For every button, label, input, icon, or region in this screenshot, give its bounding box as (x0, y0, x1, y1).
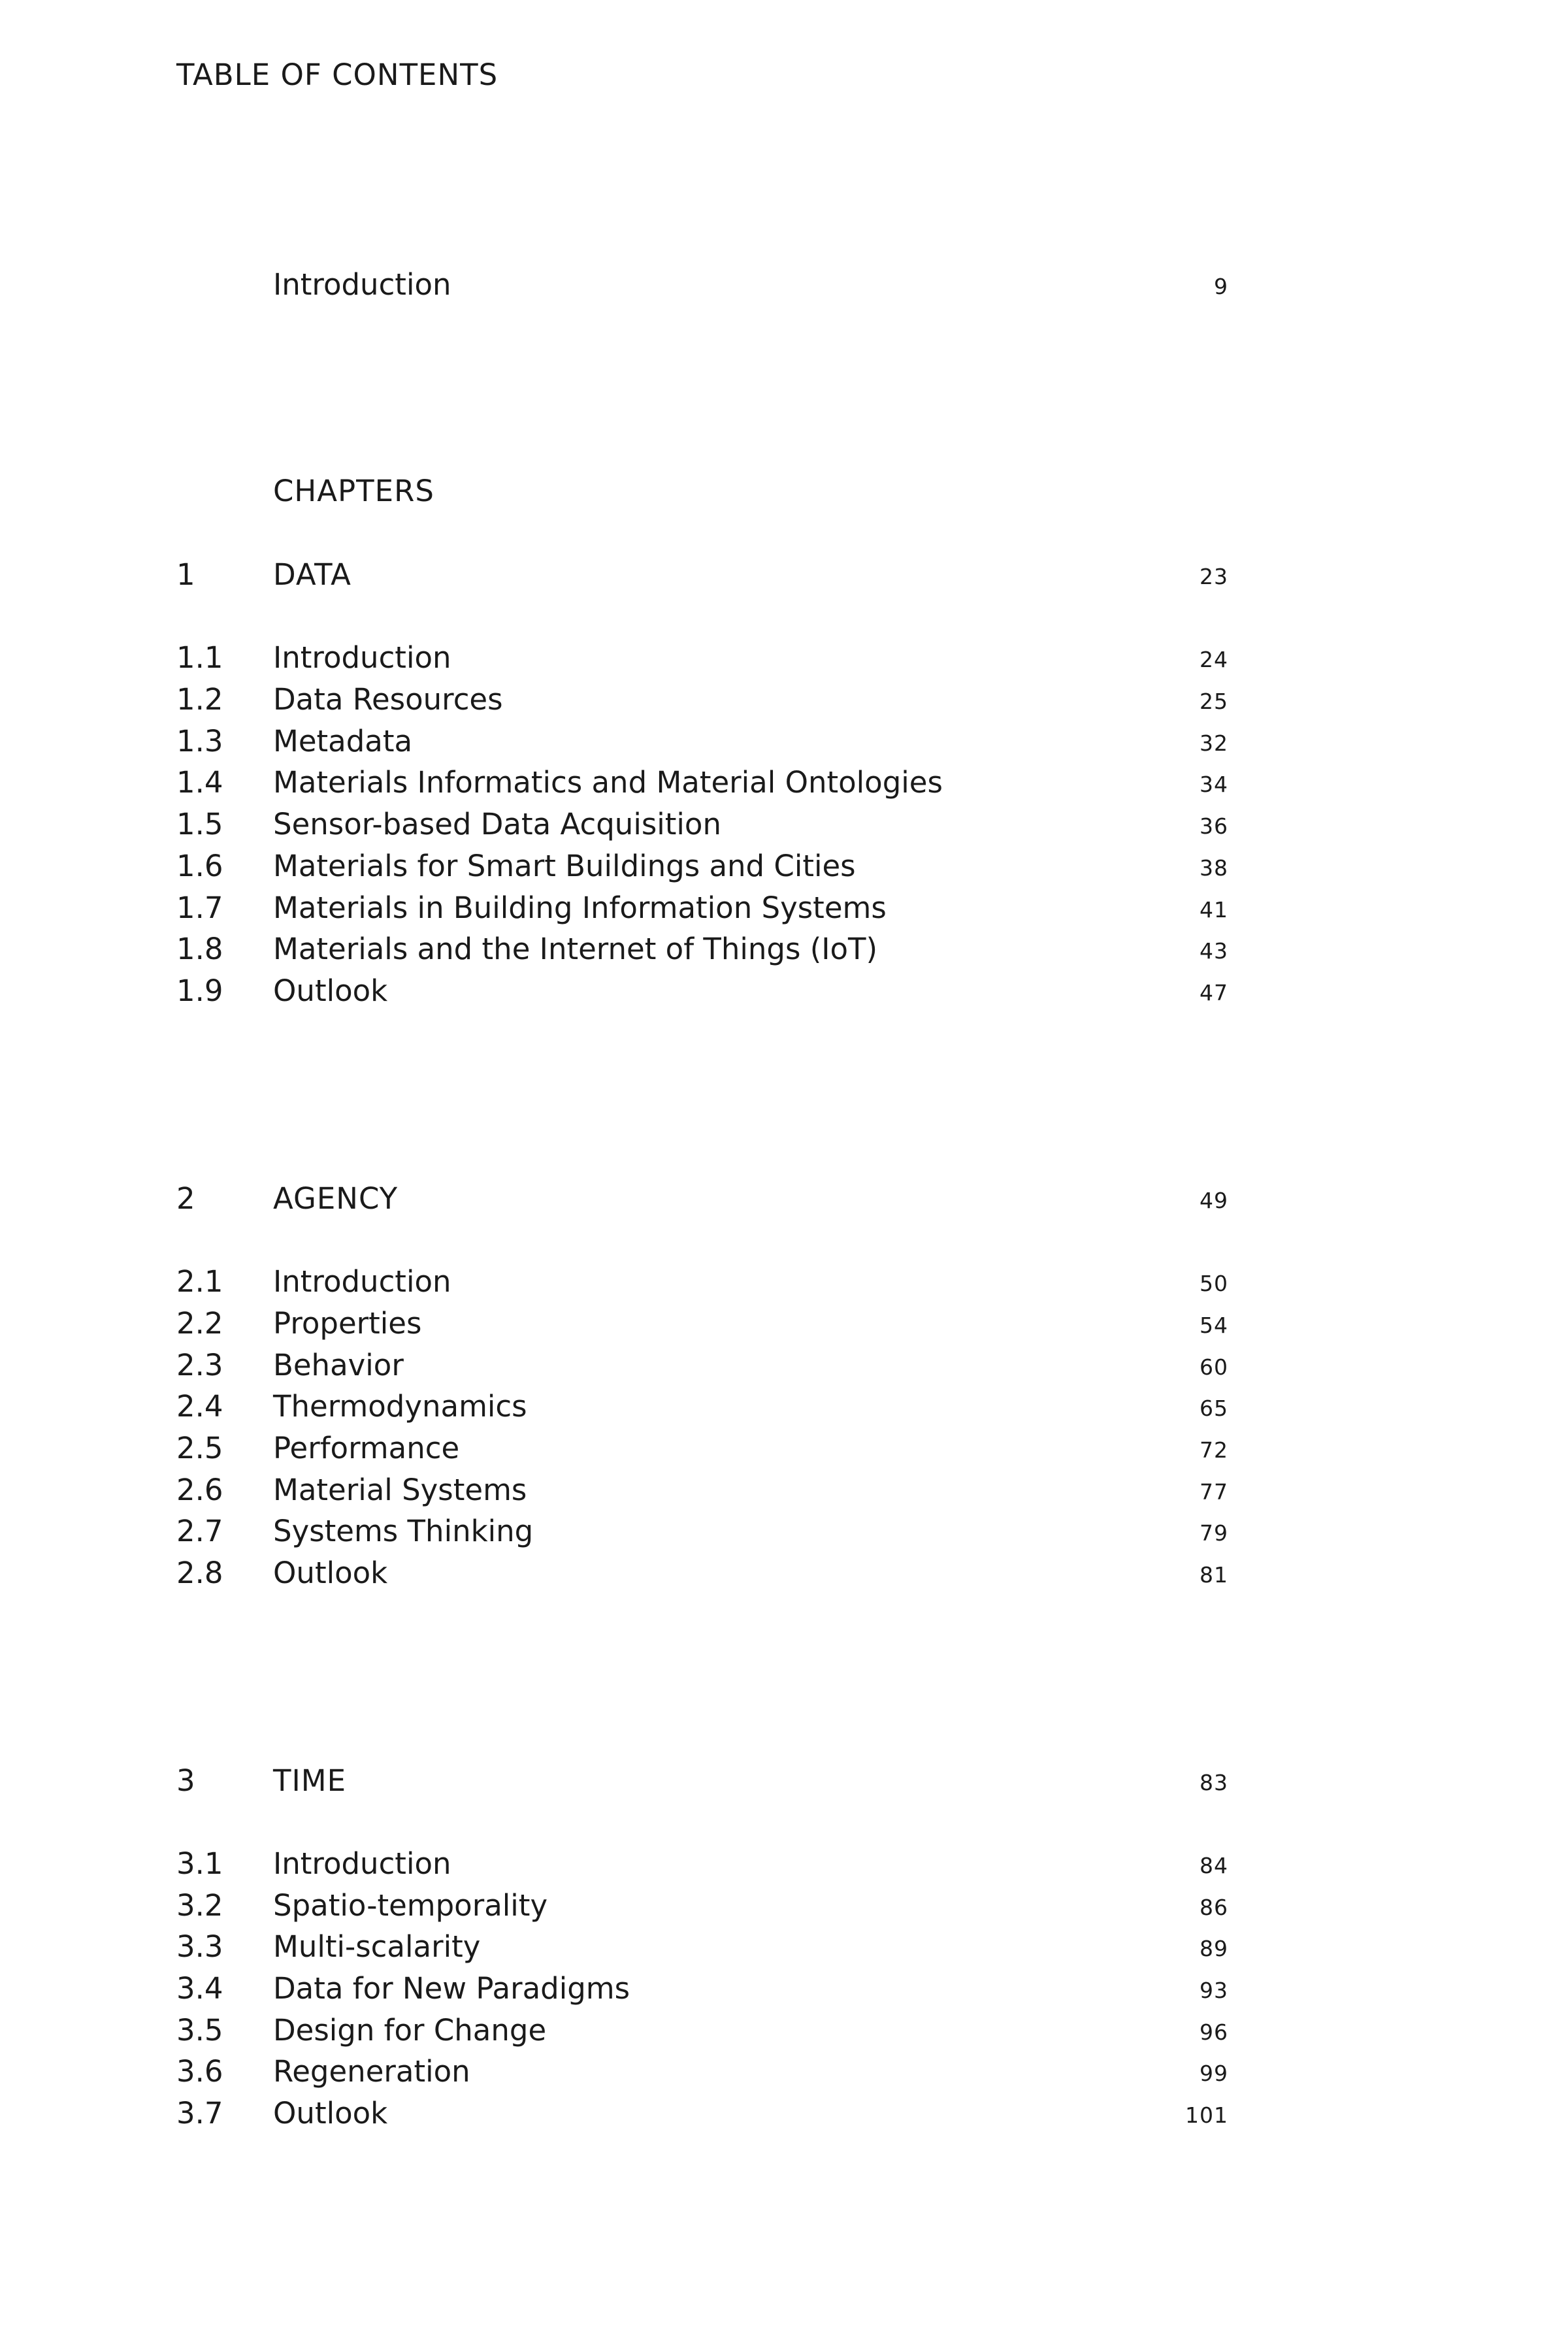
chapter-page-number: 23 (1200, 564, 1228, 589)
toc-section[interactable] (176, 1511, 1228, 1552)
toc-section[interactable] (176, 1926, 1228, 1968)
section-page-number: 81 (1200, 1562, 1228, 1588)
section-page-number: 99 (1200, 2061, 1228, 2086)
section-page-number: 101 (1185, 2102, 1228, 2128)
section-number: 1.7 (176, 890, 223, 925)
section-title: Materials in Building Information Systems (273, 890, 887, 925)
toc-chapter-data[interactable] (176, 554, 1228, 596)
section-page-number: 96 (1200, 2019, 1228, 2045)
section-title: Spatio-temporality (273, 1888, 548, 1923)
toc-section[interactable] (176, 1261, 1228, 1303)
toc-section[interactable] (176, 1386, 1228, 1428)
section-number: 1.5 (176, 807, 223, 841)
toc-section[interactable] (176, 2010, 1228, 2051)
chapters-heading: CHAPTERS (273, 474, 434, 508)
section-number: 3.4 (176, 1971, 223, 2006)
section-page-number: 50 (1200, 1271, 1228, 1296)
chapter-title: AGENCY (273, 1181, 399, 1216)
toc-section[interactable] (176, 2093, 1228, 2134)
entry-title: Introduction (273, 267, 451, 302)
section-page-number: 32 (1200, 730, 1228, 756)
toc-section[interactable] (176, 1968, 1228, 2010)
toc-section[interactable] (176, 679, 1228, 721)
section-title: Introduction (273, 1264, 451, 1299)
section-page-number: 84 (1200, 1853, 1228, 1878)
toc-section[interactable] (176, 804, 1228, 845)
section-number: 3.2 (176, 1888, 223, 1923)
toc-section[interactable] (176, 1843, 1228, 1885)
section-page-number: 86 (1200, 1895, 1228, 1920)
section-page-number: 38 (1200, 855, 1228, 881)
toc-section[interactable] (176, 1428, 1228, 1469)
section-page-number: 60 (1200, 1354, 1228, 1380)
section-title: Design for Change (273, 2013, 547, 2048)
chapter-page-number: 83 (1200, 1770, 1228, 1795)
toc-section[interactable] (176, 845, 1228, 887)
section-number: 3.6 (176, 2054, 223, 2089)
section-title: Sensor-based Data Acquisition (273, 807, 721, 841)
section-title: Regeneration (273, 2054, 470, 2089)
section-number: 1.2 (176, 682, 223, 717)
toc-section[interactable] (176, 970, 1228, 1012)
section-number: 2.5 (176, 1431, 223, 1465)
section-number: 2.1 (176, 1264, 223, 1299)
chapter-title: DATA (273, 557, 351, 592)
chapter-number: 2 (176, 1181, 195, 1216)
section-title: Introduction (273, 1846, 451, 1881)
section-title: Materials Informatics and Material Ontologies (273, 765, 943, 800)
entry-page-number: 9 (1214, 274, 1228, 299)
section-page-number: 25 (1200, 689, 1228, 714)
toc-chapter-agency[interactable] (176, 1178, 1228, 1220)
section-number: 3.3 (176, 1929, 223, 1964)
toc-section[interactable] (176, 1303, 1228, 1345)
section-title: Behavior (273, 1348, 404, 1382)
chapter-number: 3 (176, 1763, 195, 1798)
section-number: 1.3 (176, 724, 223, 759)
toc-section[interactable] (176, 637, 1228, 679)
section-number: 1.1 (176, 640, 223, 675)
section-page-number: 54 (1200, 1313, 1228, 1338)
section-title: Outlook (273, 973, 388, 1008)
section-number: 1.8 (176, 932, 223, 966)
section-title: Introduction (273, 640, 451, 675)
toc-section[interactable] (176, 1469, 1228, 1511)
toc-section[interactable] (176, 928, 1228, 970)
section-number: 2.6 (176, 1473, 223, 1507)
chapter-page-number: 49 (1200, 1188, 1228, 1213)
toc-section[interactable] (176, 887, 1228, 929)
toc-section[interactable] (176, 1885, 1228, 1927)
section-page-number: 43 (1200, 938, 1228, 964)
section-title: Multi-scalarity (273, 1929, 481, 1964)
toc-section[interactable] (176, 2051, 1228, 2093)
section-title: Materials and the Internet of Things (IoT) (273, 932, 878, 966)
chapter-number: 1 (176, 557, 195, 592)
section-title: Metadata (273, 724, 413, 759)
section-number: 2.7 (176, 1514, 223, 1548)
section-page-number: 79 (1200, 1520, 1228, 1546)
section-page-number: 72 (1200, 1437, 1228, 1463)
section-number: 2.2 (176, 1306, 223, 1341)
toc-entry-introduction[interactable] (176, 264, 1228, 306)
section-title: Thermodynamics (273, 1389, 527, 1424)
section-number: 3.1 (176, 1846, 223, 1881)
toc-section[interactable] (176, 1345, 1228, 1386)
section-title: Outlook (273, 1556, 388, 1590)
section-title: Systems Thinking (273, 1514, 534, 1548)
section-title: Data for New Paradigms (273, 1971, 630, 2006)
section-page-number: 34 (1200, 772, 1228, 797)
section-number: 3.7 (176, 2096, 223, 2131)
section-number: 3.5 (176, 2013, 223, 2048)
page-title: TABLE OF CONTENTS (176, 57, 498, 92)
toc-section[interactable] (176, 721, 1228, 762)
chapter-title: TIME (273, 1763, 347, 1798)
section-title: Material Systems (273, 1473, 527, 1507)
section-page-number: 47 (1200, 980, 1228, 1005)
section-number: 2.4 (176, 1389, 223, 1424)
section-number: 2.3 (176, 1348, 223, 1382)
section-title: Properties (273, 1306, 422, 1341)
toc-chapter-time[interactable] (176, 1760, 1228, 1802)
section-page-number: 65 (1200, 1396, 1228, 1421)
section-title: Performance (273, 1431, 460, 1465)
section-title: Data Resources (273, 682, 503, 717)
section-page-number: 41 (1200, 897, 1228, 923)
toc-section[interactable] (176, 1552, 1228, 1594)
section-page-number: 93 (1200, 1978, 1228, 2003)
section-title: Materials for Smart Buildings and Cities (273, 849, 856, 883)
section-number: 1.6 (176, 849, 223, 883)
section-page-number: 24 (1200, 647, 1228, 672)
section-number: 1.4 (176, 765, 223, 800)
section-page-number: 89 (1200, 1936, 1228, 1961)
section-number: 2.8 (176, 1556, 223, 1590)
section-title: Outlook (273, 2096, 388, 2131)
toc-section[interactable] (176, 762, 1228, 804)
section-page-number: 77 (1200, 1479, 1228, 1505)
section-number: 1.9 (176, 973, 223, 1008)
section-page-number: 36 (1200, 813, 1228, 839)
